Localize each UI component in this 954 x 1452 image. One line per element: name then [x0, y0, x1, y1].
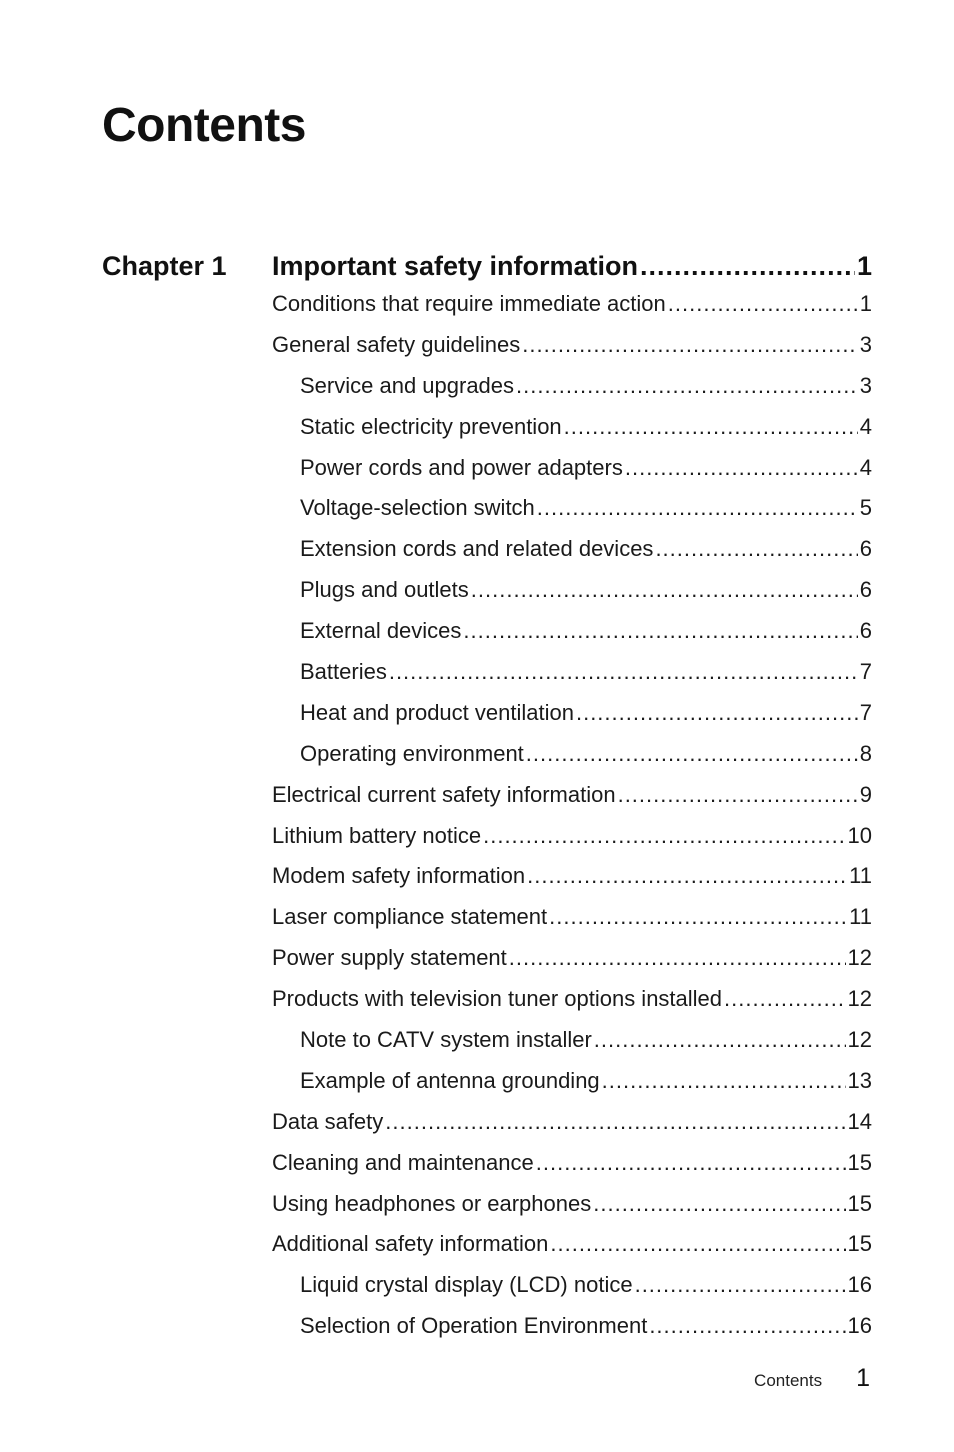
toc-entry[interactable]	[272, 899, 872, 940]
toc-entries	[272, 286, 872, 1349]
toc-chapter-page: 1	[856, 251, 872, 281]
footer-page-number: 1	[856, 1364, 870, 1392]
dot-leader	[594, 1022, 846, 1058]
toc-entry-title: Plugs and outlets	[300, 577, 469, 603]
toc-entry-page: 15	[847, 1149, 872, 1175]
toc-entry-page: 11	[849, 904, 872, 930]
table-of-contents	[272, 248, 872, 1349]
toc-entry[interactable]	[272, 1104, 872, 1145]
dot-leader	[527, 858, 847, 894]
toc-entry[interactable]	[272, 490, 872, 531]
toc-entry[interactable]	[272, 1308, 872, 1349]
toc-entry[interactable]	[272, 1226, 872, 1267]
dot-leader	[385, 1104, 845, 1140]
toc-entry-title: Data safety	[272, 1108, 384, 1134]
toc-entry-title: Products with television tuner options installed	[272, 986, 723, 1012]
toc-entry[interactable]	[272, 368, 872, 409]
toc-entry-page: 16	[847, 1272, 872, 1298]
toc-entry-title: Liquid crystal display (LCD) notice	[300, 1272, 633, 1298]
toc-entry-title: Static electricity prevention	[300, 413, 562, 439]
footer-label: Contents	[754, 1371, 823, 1390]
toc-entry-page: 15	[847, 1190, 872, 1216]
toc-entry-title: Cleaning and maintenance	[272, 1149, 534, 1175]
dot-leader	[516, 368, 858, 404]
dot-leader	[724, 981, 845, 1017]
toc-entry-page: 12	[847, 945, 872, 971]
dot-leader	[564, 409, 858, 445]
toc-entry-page: 3	[859, 331, 872, 357]
toc-entry[interactable]	[272, 613, 872, 654]
toc-entry[interactable]	[272, 327, 872, 368]
toc-entry[interactable]	[272, 531, 872, 572]
dot-leader	[483, 818, 845, 854]
toc-chapter-entry[interactable]	[272, 248, 872, 286]
toc-entry-title: Heat and product ventilation	[300, 699, 574, 725]
toc-entry[interactable]	[272, 1063, 872, 1104]
toc-entry-title: Conditions that require immediate action	[272, 291, 666, 316]
toc-entry-title: Electrical current safety information	[272, 781, 616, 807]
toc-entry-title: Power supply statement	[272, 945, 507, 971]
toc-entry-title: Using headphones or earphones	[272, 1190, 592, 1216]
page-footer	[754, 1364, 870, 1393]
toc-entry-page: 12	[847, 1027, 872, 1053]
toc-entry[interactable]	[272, 409, 872, 450]
toc-entry[interactable]	[272, 654, 872, 695]
toc-entry-page: 7	[859, 659, 872, 685]
toc-entry[interactable]	[272, 1186, 872, 1227]
toc-entry[interactable]	[272, 981, 872, 1022]
toc-entry-page: 6	[859, 618, 872, 644]
dot-leader	[550, 1226, 845, 1262]
toc-entry-page: 4	[859, 413, 872, 439]
dot-leader	[640, 248, 855, 284]
toc-chapter-title: Important safety information	[272, 251, 639, 281]
dot-leader	[537, 490, 858, 526]
toc-entry-page: 12	[847, 986, 872, 1012]
toc-entry-page: 9	[859, 781, 872, 807]
toc-entry-title: Lithium battery notice	[272, 822, 482, 848]
toc-entry-page: 1	[859, 291, 872, 316]
dot-leader	[602, 1063, 846, 1099]
dot-leader	[536, 1145, 846, 1181]
toc-entry-page: 14	[847, 1108, 872, 1134]
dot-leader	[625, 450, 858, 486]
toc-entry-title: Power cords and power adapters	[300, 454, 623, 480]
toc-entry[interactable]	[272, 777, 872, 818]
toc-entry-page: 6	[859, 536, 872, 562]
page-title: Contents	[102, 99, 306, 152]
toc-entry[interactable]	[272, 695, 872, 736]
toc-entry-title: Extension cords and related devices	[300, 536, 654, 562]
toc-entry-page: 4	[859, 454, 872, 480]
dot-leader	[522, 327, 857, 363]
dot-leader	[635, 1267, 846, 1303]
chapter-label: Chapter 1	[102, 251, 227, 281]
toc-entry-title: Note to CATV system installer	[300, 1027, 592, 1053]
dot-leader	[463, 613, 857, 649]
dot-leader	[649, 1308, 845, 1344]
toc-entry-page: 10	[847, 822, 872, 848]
toc-entry-page: 15	[847, 1231, 872, 1257]
toc-entry[interactable]	[272, 858, 872, 899]
toc-entry-page: 7	[859, 699, 872, 725]
toc-entry-title: Operating environment	[300, 740, 524, 766]
dot-leader	[618, 777, 858, 813]
dot-leader	[576, 695, 858, 731]
toc-entry-page: 5	[859, 495, 872, 521]
toc-entry-title: Additional safety information	[272, 1231, 549, 1257]
toc-entry[interactable]	[272, 940, 872, 981]
toc-entry[interactable]	[272, 1022, 872, 1063]
toc-entry-title: General safety guidelines	[272, 331, 521, 357]
toc-entry-title: Voltage-selection switch	[300, 495, 535, 521]
toc-entry-page: 11	[849, 863, 872, 889]
toc-entry[interactable]	[272, 736, 872, 777]
toc-entry-page: 8	[859, 740, 872, 766]
dot-leader	[526, 736, 858, 772]
toc-entry-page: 6	[859, 577, 872, 603]
dot-leader	[549, 899, 847, 935]
toc-entry[interactable]	[272, 286, 872, 327]
toc-entry-title: Example of antenna grounding	[300, 1067, 600, 1093]
toc-entry[interactable]	[272, 818, 872, 859]
toc-entry-title: Service and upgrades	[300, 372, 515, 398]
toc-entry-title: Modem safety information	[272, 863, 526, 889]
dot-leader	[471, 572, 858, 608]
toc-entry[interactable]	[272, 450, 872, 491]
dot-leader	[389, 654, 858, 690]
toc-entry[interactable]	[272, 1267, 872, 1308]
dot-leader	[655, 531, 857, 567]
toc-entry-title: Selection of Operation Environment	[300, 1313, 648, 1339]
dot-leader	[668, 286, 858, 322]
toc-entry-title: Batteries	[300, 659, 387, 685]
toc-entry[interactable]	[272, 1145, 872, 1186]
toc-entry-page: 3	[859, 372, 872, 398]
toc-entry-title: External devices	[300, 618, 462, 644]
toc-entry-page: 16	[847, 1313, 872, 1339]
toc-entry-page: 13	[847, 1067, 872, 1093]
toc-entry[interactable]	[272, 572, 872, 613]
dot-leader	[593, 1186, 845, 1222]
toc-entry-title: Laser compliance statement	[272, 904, 548, 930]
dot-leader	[509, 940, 846, 976]
